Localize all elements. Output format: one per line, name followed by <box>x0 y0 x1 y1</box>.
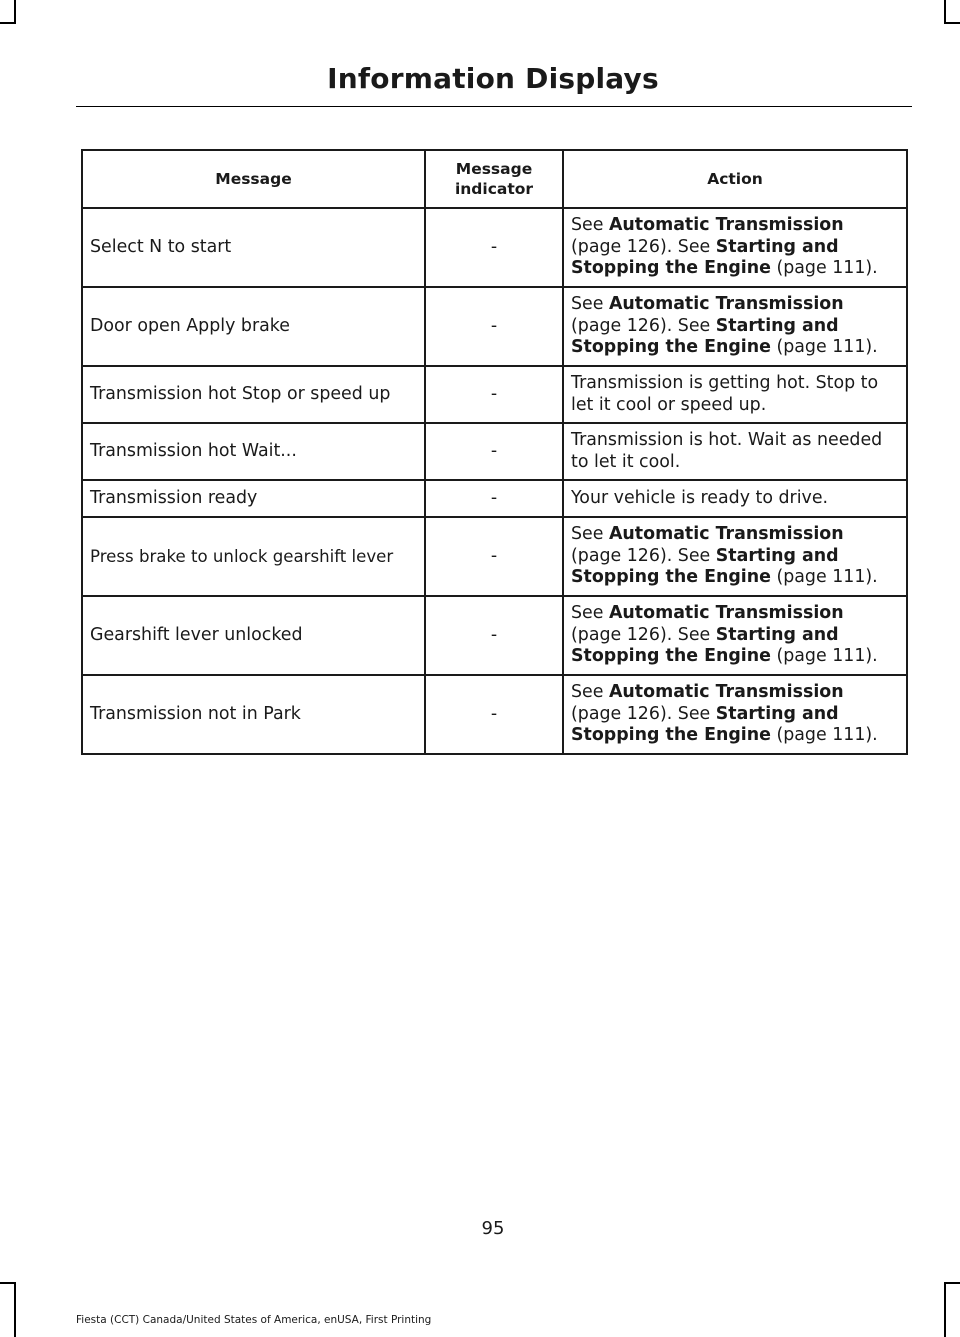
link-starting-stopping-engine[interactable]: Starting and Stopping the Engine <box>571 236 839 279</box>
link-automatic-transmission[interactable]: Automatic Transmission <box>608 215 844 236</box>
message-cell: Press brake to unlock gearshift lever <box>82 517 425 596</box>
indicator-cell: - <box>425 423 563 480</box>
link-automatic-transmission[interactable]: Automatic Transmission <box>608 682 844 703</box>
column-header-action: Action <box>563 150 907 208</box>
link-starting-stopping-engine[interactable]: Starting and Stopping the Engine <box>571 703 839 746</box>
messages-table <box>81 149 908 755</box>
action-cell: Transmission is hot. Wait as needed to let it cool. <box>563 423 907 480</box>
column-header-indicator: Message indicator <box>425 150 563 208</box>
indicator-cell: - <box>425 480 563 517</box>
action-cell: See Automatic Transmission (page 126). See Starting and Stopping the Engine (page 111). <box>563 287 907 366</box>
title-divider <box>76 106 912 107</box>
link-automatic-transmission[interactable]: Automatic Transmission <box>608 294 844 315</box>
table-header-row <box>82 150 907 208</box>
action-cell: See Automatic Transmission (page 126). See Starting and Stopping the Engine (page 111). <box>563 675 907 754</box>
crop-mark <box>14 1282 16 1337</box>
crop-mark <box>944 0 946 24</box>
page-number: 95 <box>481 1218 505 1239</box>
table-row <box>82 366 907 423</box>
message-cell: Transmission hot Wait... <box>82 423 425 480</box>
crop-mark <box>944 1282 946 1337</box>
link-starting-stopping-engine[interactable]: Starting and Stopping the Engine <box>571 315 839 358</box>
table-row <box>82 480 907 517</box>
indicator-cell: - <box>425 675 563 754</box>
indicator-cell: - <box>425 517 563 596</box>
action-cell: See Automatic Transmission (page 126). See Starting and Stopping the Engine (page 111). <box>563 596 907 675</box>
indicator-cell: - <box>425 366 563 423</box>
crop-mark <box>944 22 960 24</box>
indicator-cell: - <box>425 208 563 287</box>
table-row <box>82 517 907 596</box>
message-cell: Door open Apply brake <box>82 287 425 366</box>
crop-mark <box>14 0 16 24</box>
indicator-cell: - <box>425 287 563 366</box>
crop-mark <box>0 22 16 24</box>
link-starting-stopping-engine[interactable]: Starting and Stopping the Engine <box>571 545 839 588</box>
action-cell: See Automatic Transmission (page 126). See Starting and Stopping the Engine (page 111). <box>563 208 907 287</box>
message-cell: Transmission not in Park <box>82 675 425 754</box>
table-row <box>82 675 907 754</box>
footer-note: Fiesta (CCT) Canada/United States of America, enUSA, First Printing <box>76 1314 432 1326</box>
message-cell: Transmission ready <box>82 480 425 517</box>
table-row <box>82 208 907 287</box>
link-automatic-transmission[interactable]: Automatic Transmission <box>608 524 844 545</box>
link-automatic-transmission[interactable]: Automatic Transmission <box>608 603 844 624</box>
table-row <box>82 287 907 366</box>
action-cell: See Automatic Transmission (page 126). See Starting and Stopping the Engine (page 111). <box>563 517 907 596</box>
indicator-cell: - <box>425 596 563 675</box>
action-cell: Transmission is getting hot. Stop to let it cool or speed up. <box>563 366 907 423</box>
crop-mark <box>944 1282 960 1284</box>
table-row <box>82 596 907 675</box>
crop-mark <box>0 1282 16 1284</box>
message-cell: Select N to start <box>82 208 425 287</box>
page-title: Information Displays <box>327 62 659 95</box>
action-cell: Your vehicle is ready to drive. <box>563 480 907 517</box>
message-cell: Gearshift lever unlocked <box>82 596 425 675</box>
table-row <box>82 423 907 480</box>
link-starting-stopping-engine[interactable]: Starting and Stopping the Engine <box>571 624 839 667</box>
message-cell: Transmission hot Stop or speed up <box>82 366 425 423</box>
column-header-message: Message <box>82 150 425 208</box>
